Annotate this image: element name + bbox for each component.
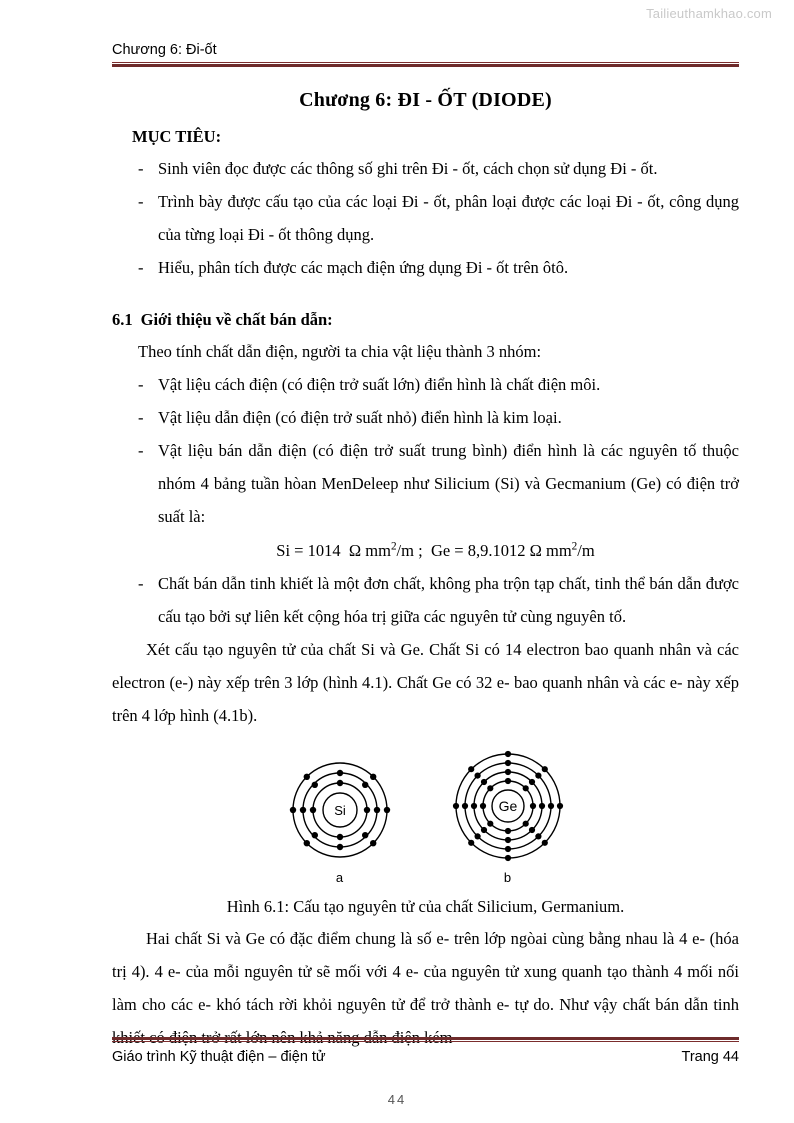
list-item: - Hiểu, phân tích được các mạch điện ứng dụng Đi - ốt trên ôtô. — [112, 251, 739, 284]
list-item: - Chất bán dẫn tinh khiết là một đơn chất, không pha trộn tạp chất, tinh thể bán dẫn được cấu tạo bởi sự liên kết cộng hóa trị giữa các nguyên tử cùng nguyên tố. — [112, 567, 739, 633]
resistivity-formula — [112, 535, 739, 566]
objectives-list — [112, 152, 739, 284]
atom-diagram-silicon — [284, 754, 396, 885]
formula-si-unit: Ω mm — [348, 541, 391, 561]
page-number: 44 — [387, 1092, 407, 1107]
closing-paragraph: Hai chất Si và Ge có đặc điểm chung là số e- trên lớp ngòai cùng bằng nhau là 4 e- (hóa trị 4). 4 e- của mỗi nguyên tử sẽ mối với 4 e- của nguyên tử xung quanh tạo thành 4 mối nối làm cho các e- khó tách rời khỏi nguyên tử để trở thành e- tự do. Như vậy chất bán dẫn tinh khiết có điện trở rất lớn nên khả năng dẫn điện kém — [112, 929, 739, 1048]
pure-semiconductor-list — [112, 567, 739, 633]
silicon-symbol-label: Si — [333, 802, 346, 818]
list-item: - Trình bày được cấu tạo của các loại Đi - ốt, phân loại được các loại Đi - ốt, công dụng của từng loại Đi - ốt thông dụng. — [112, 185, 739, 251]
formula-ge-unit-tail: /m — [577, 541, 595, 561]
chapter-title: Chương 6: ĐI - ỐT (DIODE) — [299, 89, 552, 111]
watermark-text: Tailieuthamkhao.com — [646, 6, 772, 21]
objectives-heading: MỤC TIÊU: — [132, 127, 222, 146]
formula-si-unit-tail: /m ; — [396, 541, 423, 561]
figure-caption: Hình 6.1: Cấu tạo nguyên tử của chất Silicium, Germanium. — [226, 896, 625, 916]
silicon-atom-icon — [284, 754, 396, 866]
formula-ge-unit: Ω mm — [529, 541, 572, 561]
formula-si-value: Si = 1014 — [276, 541, 341, 561]
formula-si-exponent: 2 — [390, 540, 397, 553]
page-footer — [112, 1037, 739, 1065]
header-rule — [112, 62, 739, 67]
germanium-symbol-label: Ge — [498, 797, 517, 814]
material-types-list — [112, 368, 739, 533]
section-heading-6-1 — [112, 308, 739, 331]
running-head: Chương 6: Đi-ốt — [112, 42, 217, 58]
formula-ge-exponent: 2 — [571, 540, 578, 553]
footer-page-label: Trang 44 — [681, 1049, 739, 1065]
footer-rule — [112, 1037, 739, 1042]
list-item: - Vật liệu cách điện (có điện trở suất lớn) điển hình là chất điện môi. — [112, 368, 739, 401]
list-item: - Sinh viên đọc được các thông số ghi trên Đi - ốt, cách chọn sử dụng Đi - ốt. — [112, 152, 739, 185]
list-item: - Vật liệu bán dẫn điện (có điện trở suất trung bình) điển hình là các nguyên tố thuộc nhóm 4 bảng tuần hòan MenDeleep như Silicium (Si) và Gecmanium (Ge) có điện trở suất là: — [112, 434, 739, 533]
figure-sublabel-b: b — [503, 869, 512, 885]
list-item: - Vật liệu dẫn điện (có điện trở suất nhỏ) điển hình là kim loại. — [112, 401, 739, 434]
atomic-structure-paragraph: Xét cấu tạo nguyên tử của chất Si và Ge. Chất Si có 14 electron bao quanh nhân và các electron (e-) này xếp trên 3 lớp (hình 4.1). Chất Ge có 32 e- bao quanh nhân và các e- này xếp trên 4 lớp hình (4.1b). — [112, 639, 739, 725]
page-header — [112, 42, 739, 67]
footer-row — [112, 1049, 739, 1065]
page-content — [112, 88, 739, 1054]
section-intro-paragraph: Theo tính chất dẫn điện, người ta chia vật liệu thành 3 nhóm: — [138, 342, 542, 362]
formula-ge-value: Ge = 8,9.1012 — [430, 541, 526, 561]
figure-6-1 — [112, 746, 739, 885]
figure-sublabel-a: a — [335, 869, 344, 885]
germanium-atom-icon — [448, 746, 568, 866]
section-title: Giới thiệu về chất bán dẫn: — [140, 310, 333, 330]
atom-diagram-germanium — [448, 746, 568, 885]
footer-left-text: Giáo trình Kỹ thuật điện – điện tử — [112, 1049, 326, 1065]
section-number: 6.1 — [112, 310, 133, 330]
